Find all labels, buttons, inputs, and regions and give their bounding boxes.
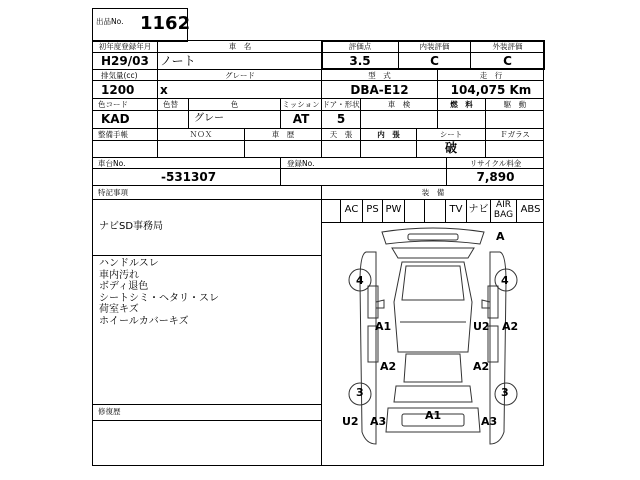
note-item: ホイールカバーキズ (99, 315, 189, 327)
mark-bottom-u2: U2 (342, 415, 359, 428)
label-model: 型 式 (368, 71, 391, 80)
car-damage-diagram (322, 222, 544, 466)
equip-airbag: AIR BAG (493, 200, 514, 220)
transmission: AT (292, 112, 310, 126)
label-transmission: ミッション (282, 100, 320, 109)
label-seat: シート (439, 130, 463, 139)
displacement: 1200 (101, 83, 135, 97)
equip-ac: AC (344, 204, 359, 215)
mark-right-mid-u: U2 (473, 320, 490, 333)
exterior-grade: C (503, 54, 512, 68)
mark-right-rear: A2 (473, 360, 490, 373)
label-nox: ＮＯＸ (189, 130, 213, 139)
equip-navi: ナビ (468, 204, 489, 215)
label-headliner: 天 張 (329, 130, 353, 139)
notes-list (99, 258, 219, 327)
seat-condition: 破 (444, 141, 457, 155)
note-item: ハンドルスレ (99, 258, 159, 269)
car-name: ノート (160, 54, 196, 68)
label-history: 車 歴 (271, 130, 295, 139)
mark-right-mid-a: A2 (502, 320, 519, 333)
lot-number: 1162 (140, 13, 191, 34)
label-doors: ドア・形状 (322, 100, 360, 109)
label-drive: 駆 動 (503, 100, 527, 109)
equip-tv: TV (449, 204, 463, 215)
label-fuel: 燃 料 (450, 100, 473, 109)
doors: 5 (336, 112, 346, 126)
note-item: 荷室キズ (99, 304, 139, 315)
label-color-code: 色コード (98, 100, 128, 109)
label-recycle: リサイクル料金 (469, 159, 522, 168)
color: グレー (194, 113, 224, 124)
label-displacement: 排気量(cc) (101, 71, 138, 80)
score: 3.5 (349, 54, 371, 68)
label-color-change: 色替 (163, 100, 178, 109)
mark-bottom-a3-right: A3 (481, 415, 498, 428)
mark-bottom-a3-left: A3 (370, 415, 387, 428)
mark-roof: A (496, 230, 505, 243)
color-code: KAD (101, 112, 130, 126)
notes-label: 特記事項 (98, 188, 128, 197)
label-car-name: 車 名 (228, 42, 252, 51)
mark-left-front: 4 (356, 274, 364, 287)
reg-date: H29/03 (101, 54, 149, 68)
note-item: ボディ退色 (99, 281, 149, 292)
equip-abs: ABS (520, 204, 541, 215)
note-item: 車内汚れ (99, 269, 139, 281)
lot-label: 出品No. (96, 17, 124, 26)
label-mileage: 走 行 (479, 71, 503, 80)
label-registration: 登録No. (287, 159, 315, 168)
label-score: 評価点 (348, 42, 372, 51)
equip-pw: PW (385, 204, 402, 215)
label-grade: グレード (225, 71, 255, 80)
label-exterior: 外装評価 (492, 42, 523, 51)
label-interior: 内装評価 (419, 42, 450, 51)
label-chassis: 車台No. (98, 159, 126, 168)
label-front-glass: Ｆガラス (500, 130, 530, 139)
mark-bottom-a1: A1 (425, 409, 442, 422)
equip-ps: PS (366, 204, 379, 215)
label-interior-trim: 内 張 (377, 130, 400, 139)
recycle-fee: 7,890 (476, 170, 515, 184)
repair-history-label: 修復歴 (98, 407, 121, 416)
mark-left-rear-wheel: 3 (356, 386, 364, 399)
grade: x (160, 83, 168, 97)
mileage: 104,075 Km (450, 83, 532, 97)
label-reg-date: 初年度登録年月 (98, 42, 152, 51)
equipment-label: 装 備 (421, 188, 445, 197)
label-service-book: 整備手帳 (98, 130, 128, 139)
note-item: シートシミ・ヘタリ・スレ (99, 292, 219, 304)
mark-right-front: 4 (501, 274, 509, 287)
model: DBA-E12 (350, 83, 409, 97)
interior-grade: C (430, 54, 439, 68)
mark-right-rear-wheel: 3 (501, 386, 509, 399)
chassis-number: -531307 (161, 170, 217, 184)
label-inspection: 車 検 (387, 100, 411, 109)
mark-left-rear: A2 (380, 360, 397, 373)
notes-top: ナビSD事務局 (99, 221, 164, 232)
label-color: 色 (230, 100, 239, 109)
mark-left-mid: A1 (375, 320, 392, 333)
